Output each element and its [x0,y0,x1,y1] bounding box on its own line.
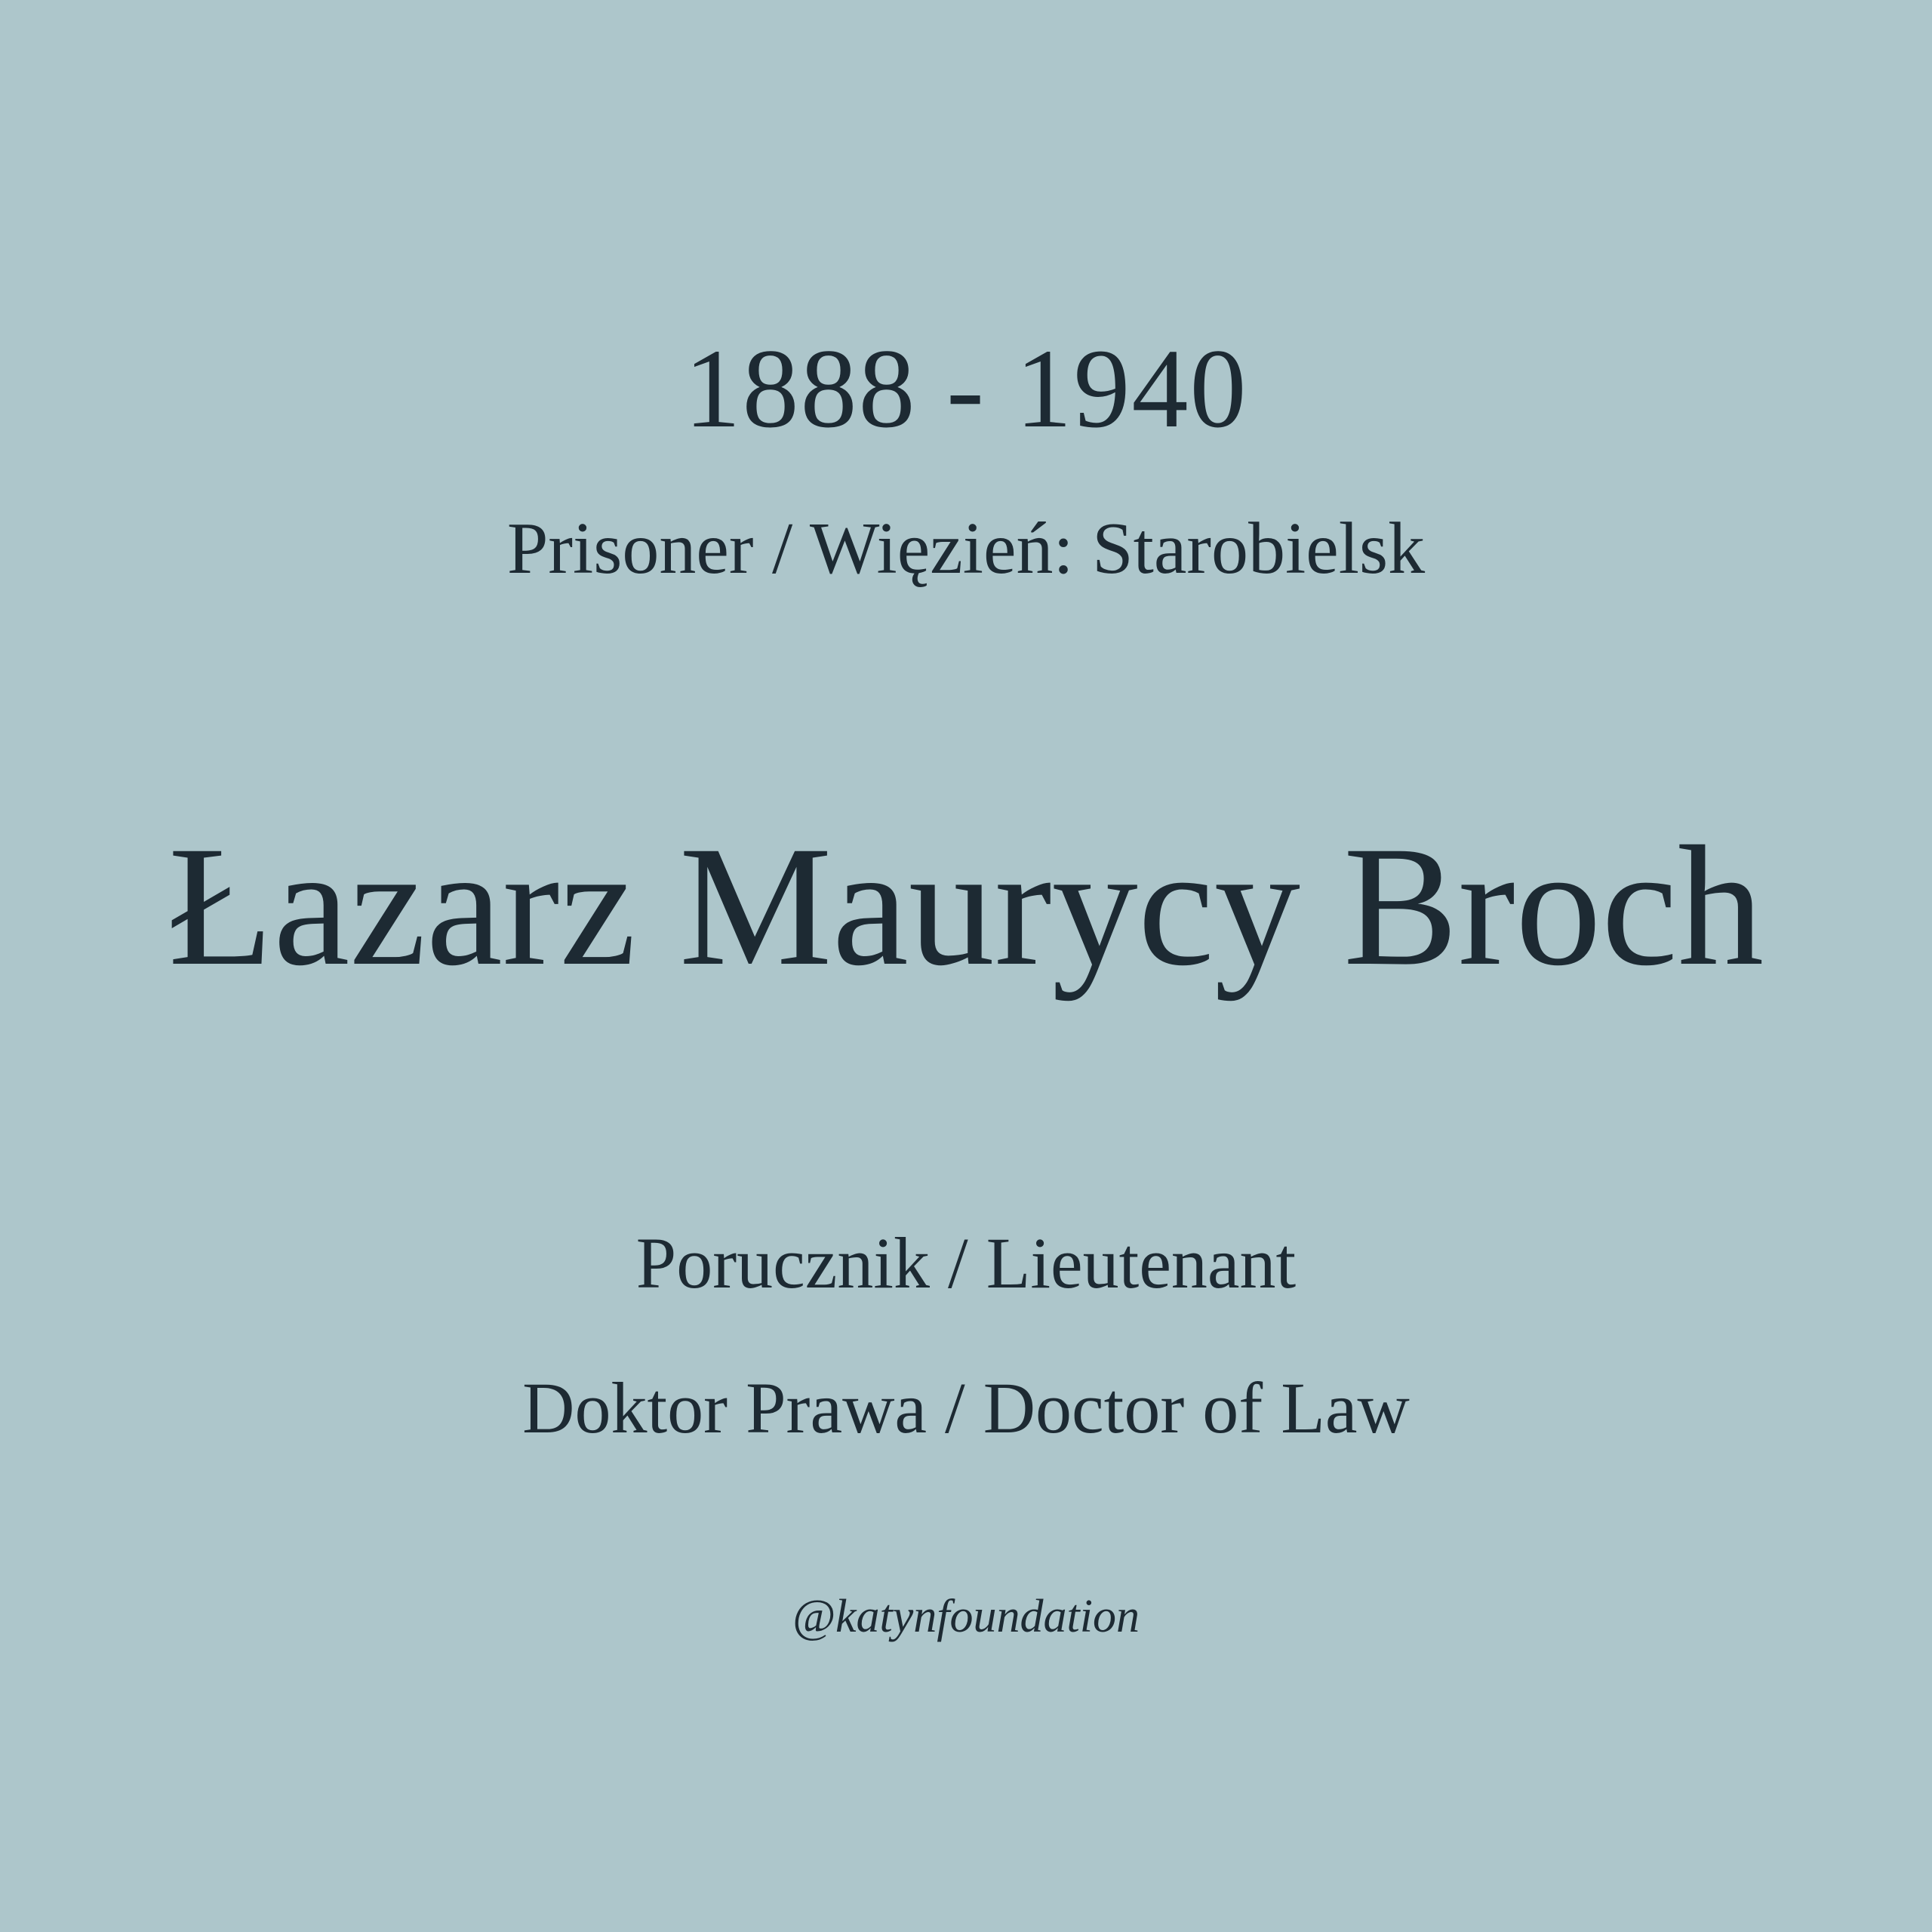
military-rank: Porucznik / Lieutenant [635,1223,1297,1304]
prisoner-camp-line: Prisoner / Więzień: Starobielsk [506,508,1426,589]
life-years: 1888 - 1940 [684,326,1248,451]
profession-title: Doktor Prawa / Doctor of Law [522,1367,1410,1448]
person-name: Łazarz Maurycy Broch [168,811,1764,1001]
social-handle: @katynfoundation [792,1591,1140,1643]
